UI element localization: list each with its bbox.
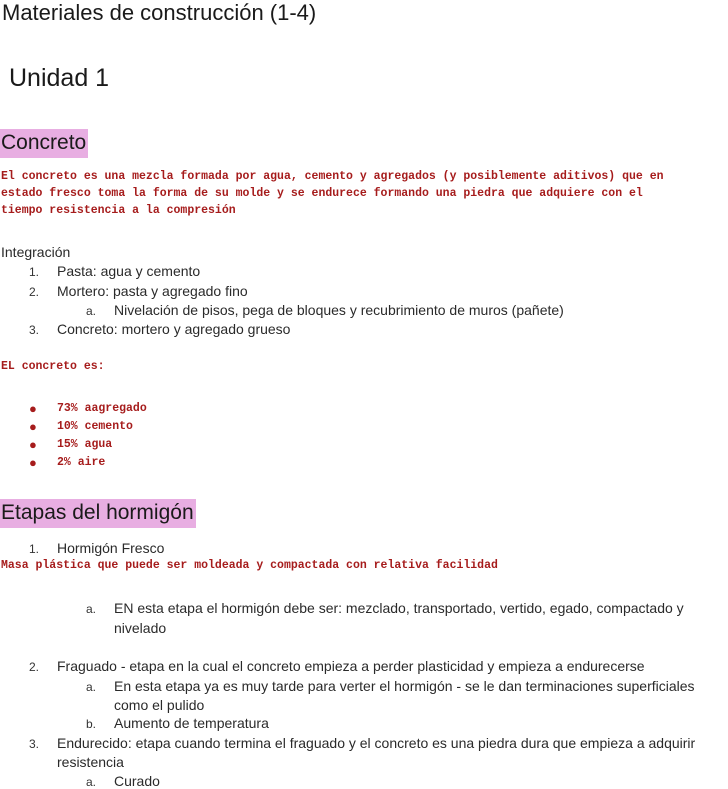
list-marker: 1.	[29, 542, 40, 556]
stage-subitem: EN esta etapa el hormigón debe ser: mezclado, transportado, vertido, egado, compactado y	[114, 600, 684, 616]
list-marker: a.	[86, 602, 97, 616]
stage-subitem-continuation: nivelado	[114, 620, 167, 636]
list-marker: 1.	[29, 265, 40, 279]
stage-note: Masa plástica que puede ser moldeada y compactada con relativa facilidad	[1, 559, 498, 572]
section-heading-etapas: Etapas del hormigón	[0, 499, 196, 528]
definition-line: tiempo resistencia a la compresión	[1, 204, 236, 217]
stage-subitem: Aumento de temperatura	[114, 715, 269, 731]
document-title: Materiales de construcción (1-4)	[2, 0, 317, 25]
stage-item: Hormigón Fresco	[57, 540, 165, 556]
bullet-dot-icon: ●	[29, 455, 37, 470]
composition-item: 10% cemento	[57, 420, 133, 433]
list-marker: a.	[86, 775, 97, 789]
composition-item: 73% aagregado	[57, 402, 147, 415]
definition-line: El concreto es una mezcla formada por agua, cemento y agregados (y posiblemente aditivos) que en	[1, 170, 664, 183]
stage-subitem: En esta etapa ya es muy tarde para verter el hormigón - se le dan terminaciones superficiales	[114, 678, 695, 694]
bullet-dot-icon: ●	[29, 419, 37, 434]
composition-item: 2% aire	[57, 456, 106, 469]
stage-item: Endurecido: etapa cuando termina el fraguado y el concreto es una piedra dura que empieza a adquirir	[57, 735, 696, 751]
stage-subitem: Curado	[114, 773, 160, 789]
composition-item: 15% agua	[57, 438, 113, 451]
unit-heading: Unidad 1	[9, 64, 110, 92]
bullet-dot-icon: ●	[29, 401, 37, 416]
stage-subitem-continuation: como el pulido	[114, 697, 205, 713]
list-marker: 3.	[29, 737, 40, 751]
list-item: Mortero: pasta y agregado fino	[57, 283, 248, 299]
definition-line: estado fresco toma la forma de su molde y se endurece formando una piedra que adquiere con el	[1, 187, 643, 200]
list-item: Concreto: mortero y agregado grueso	[57, 321, 291, 337]
stage-item: Fraguado - etapa en la cual el concreto empieza a perder plasticidad y empieza a endurecerse	[57, 658, 645, 674]
composition-label: EL concreto es:	[1, 360, 105, 373]
list-marker: 2.	[29, 660, 40, 674]
bullet-dot-icon: ●	[29, 437, 37, 452]
list-marker: a.	[86, 304, 97, 318]
stage-item-continuation: resistencia	[57, 754, 124, 770]
list-marker: a.	[86, 680, 97, 694]
list-marker: 3.	[29, 323, 40, 337]
list-item: Nivelación de pisos, pega de bloques y recubrimiento de muros (pañete)	[114, 302, 564, 318]
section-heading-concreto: Concreto	[0, 129, 88, 158]
list-marker: b.	[86, 717, 97, 731]
integration-label: Integración	[1, 244, 71, 260]
list-marker: 2.	[29, 285, 40, 299]
list-item: Pasta: agua y cemento	[57, 263, 201, 279]
